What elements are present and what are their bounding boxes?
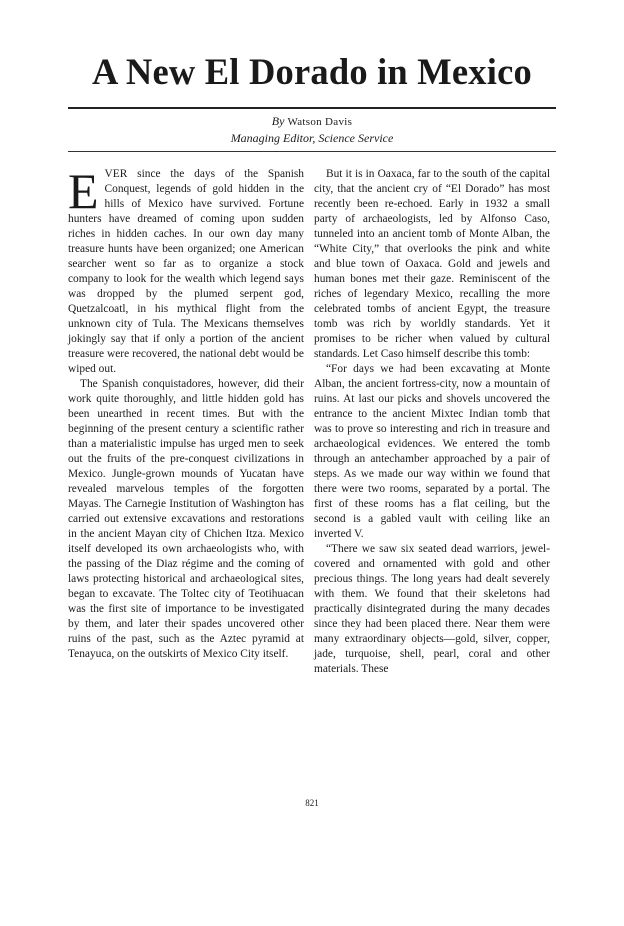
byline-prefix: By	[271, 114, 285, 128]
drop-cap: E	[68, 163, 99, 219]
article-title: A New El Dorado in Mexico	[92, 51, 532, 92]
paragraph: The Spanish conquistadores, however, did their work quite thoroughly, and little hidden gold has been unearthed in recent times. But with the beginning of the present century a scientific rather than a materialistic impulse has urged men to seek out the fruits of the pre-conquest civilizations in Mexico. Jungle-grown mounds of Yucatan have revealed marvelous temples of the forgotten Mayas. The Carnegie Institution of Washington has carried out extensive excavations and restorations in the ancient Mayan city of Chichen Itza. Mexico itself developed its own archaeologists who, with the passing of the Diaz régime and the coming of laws protecting historical and archaeological sites, began to excavate. The Toltec city of Teotihuacan was the first site of importance to be investigated by them, and later their spades uncovered other ruins of the past, such as the Aztec pyramid at Tenayuca, on the outskirts of Mexico City itself.	[68, 378, 304, 660]
author-name: Watson Davis	[287, 116, 353, 128]
title-rule	[68, 107, 556, 109]
author-role: Managing Editor, Science Service	[230, 131, 394, 145]
paragraph: “There we saw six seated dead warriors, jewel-covered and ornamented with gold and other precious things. The long years had dealt severely with them. We found that their skeletons had practically disintegrated during the many decades since they had been placed there. Near them were many extraordinary objects—gold, silver, copper, jade, turquoise, shell, pearl, coral and other materials. These	[314, 543, 550, 675]
paragraph	[68, 163, 304, 377]
right-column	[314, 167, 550, 677]
byline-rule	[68, 151, 556, 152]
paragraph: But it is in Oaxaca, far to the south of the capital city, that the ancient cry of “El Dorado” has most recently been re-echoed. Early in 1932 a small party of archaeologists, led by Alfonso Caso, tunneled into an ancient tomb of Monte Alban, the “White City,” that overlooks the pink and white and blue town of Oaxaca. Gold and jewels and human bones met their gaze. Reminiscent of the riches of legendary Mexico, recalling the more celebrated tombs of ancient Egypt, the treasure tomb was rich by worldly standards. Yet it promises to be richer when valued by cultural standards. Let Caso himself describe this tomb:	[314, 168, 550, 360]
page-number: 821	[305, 798, 319, 808]
paragraph: “For days we had been excavating at Monte Alban, the ancient fortress-city, now a mountain of ruins. At last our picks and shovels uncovered the entrance to the ancient Mixtec Indian tomb that was to prove so interesting and rich in treasure and archaeological evidences. We entered the tomb through an antechamber approached by a pair of steps. As we made our way within we found that there were two rooms, separated by a portal. The first of these rooms has a flat ceiling, but the second is a gabled vault with ceiling like an inverted V.	[314, 363, 550, 540]
author-role-line	[68, 131, 556, 146]
left-column	[68, 163, 304, 662]
byline	[68, 114, 556, 130]
paragraph-text: VER since the days of the Spanish Conquest, legends of gold hidden in the hills of Mexico have survived. Fortune hunters have dreamed of coming upon sudden riches in hidden caches. In our own day many treasure hunts have been organized; one American searcher went so far as to organize a stock company to look for the wealth which legend says was dropped by the plumed serpent god, Quetzalcoatl, in his mythical flight from the unknown city of Tula. The Mexicans themselves jokingly say that if only a portion of the ancient treasure were recovered, the national debt would be wiped out.	[68, 168, 304, 375]
